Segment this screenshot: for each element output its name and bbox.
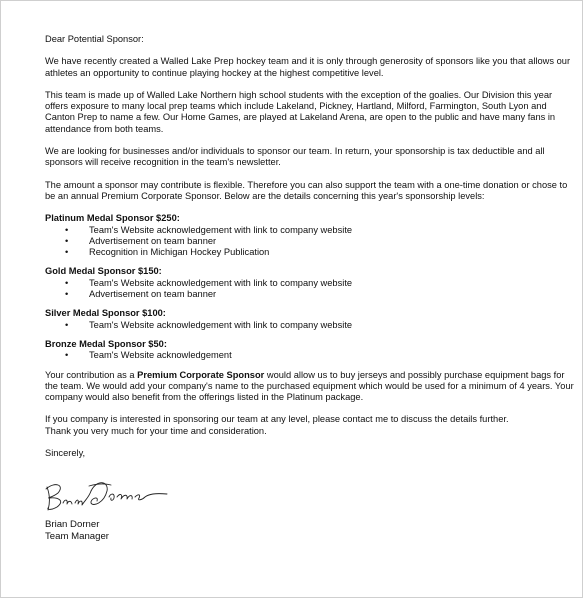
intro-paragraph: We have recently created a Walled Lake Prep hockey team and it is only through generosity of sponsors like you that allows our athletes an opportunity to continue playing hockey at the highest competitive level. bbox=[45, 56, 571, 78]
contact-line: If you company is interested in sponsoring our team at any level, please contact me to discuss the details further. bbox=[45, 414, 509, 425]
benefit-item: • Advertisement on team banner bbox=[45, 236, 575, 247]
benefit-item: • Team's Website acknowledgement with link to company website bbox=[45, 278, 575, 289]
tier-title: Silver Medal Sponsor $100: bbox=[45, 308, 166, 319]
signer-title: Team Manager bbox=[45, 531, 109, 543]
tier-bronze bbox=[45, 339, 575, 362]
benefit-list bbox=[45, 225, 575, 259]
signer-block bbox=[45, 519, 575, 543]
tier-title: Gold Medal Sponsor $150: bbox=[45, 266, 162, 277]
request-paragraph: We are looking for businesses and/or individuals to sponsor our team. In return, your sponsorship is tax deductible and all sponsors will receive recognition in the team's newsletter. bbox=[45, 146, 545, 168]
benefit-item: • Recognition in Michigan Hockey Publication bbox=[45, 247, 575, 258]
thanks-line: Thank you very much for your time and consideration. bbox=[45, 425, 267, 436]
benefit-item: • Team's Website acknowledgement bbox=[45, 350, 575, 361]
tier-platinum bbox=[45, 213, 575, 258]
levels-paragraph: The amount a sponsor may contribute is flexible. Therefore you can also support the team with a one-time donation or chose to be an annual Premium Corporate Sponsor. Below are the details concerning this year's sponsorship levels: bbox=[45, 179, 568, 201]
benefit-item: • Team's Website acknowledgement with link to company website bbox=[45, 225, 575, 236]
closing: Sincerely, bbox=[45, 448, 86, 459]
tier-gold bbox=[45, 266, 575, 300]
benefit-item: • Advertisement on team banner bbox=[45, 289, 575, 300]
benefit-list bbox=[45, 320, 575, 331]
contact-paragraph bbox=[45, 414, 575, 437]
tier-silver bbox=[45, 308, 575, 331]
premium-paragraph bbox=[45, 370, 575, 404]
benefit-list bbox=[45, 278, 575, 301]
salutation: Dear Potential Sponsor: bbox=[45, 34, 144, 44]
benefit-item: • Team's Website acknowledgement with link to company website bbox=[45, 320, 575, 331]
signature-image bbox=[41, 477, 171, 513]
signer-name: Brian Dorner bbox=[45, 519, 100, 531]
letter-body bbox=[45, 34, 575, 543]
tier-title: Bronze Medal Sponsor $50: bbox=[45, 338, 167, 349]
premium-text-pre: Your contribution as a bbox=[45, 369, 138, 380]
tier-title: Platinum Medal Sponsor $250: bbox=[45, 213, 180, 224]
benefit-list bbox=[45, 350, 575, 361]
premium-sponsor-label: Premium Corporate Sponsor bbox=[137, 369, 265, 380]
premium-text-post: would allow us to buy jerseys and possibly purchase equipment bags for the team. We would add your company's name to the purchased equipment which would be used for a minimum of 4 years. Your company would also benefit from the offerings listed in the Platinum package. bbox=[45, 369, 574, 403]
team-paragraph: This team is made up of Walled Lake Northern high school students with the exception of the goalies. Our Division this year offers exposure to many local prep teams which include Lakeland, Pickney, Hartland, Milford, Farmington, South Lyon and Canton Prep to name a few. Our Home Games, are played at Lakeland Arena, are open to the public and have many fans in attendance from both teams. bbox=[45, 89, 556, 134]
